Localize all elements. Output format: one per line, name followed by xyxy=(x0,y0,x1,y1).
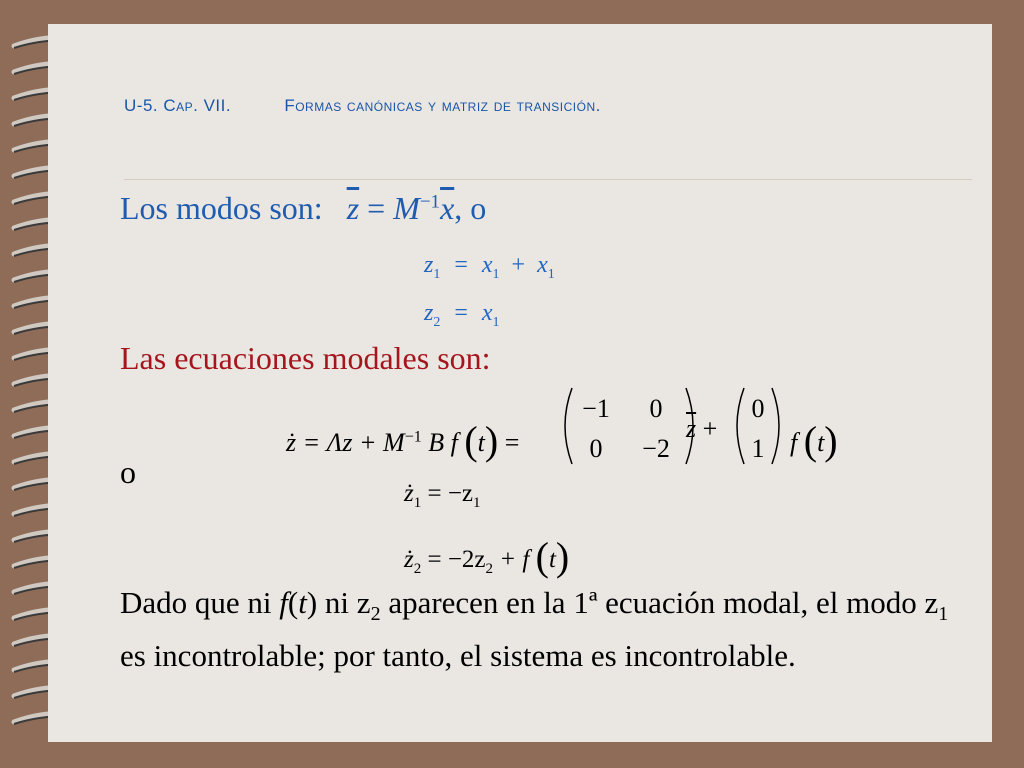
scalar2-lhs: ż xyxy=(404,546,414,573)
paren-close: ) xyxy=(484,418,499,463)
modal-f: f xyxy=(790,428,798,457)
paren-open-3: ( xyxy=(535,534,549,579)
header-title: Formas canónicas y matriz de transición. xyxy=(284,96,601,115)
modal-zbar: $\overline{z}$ xyxy=(686,414,697,443)
mode-eq-1 xyxy=(424,252,555,283)
conclusion-p4: es incontrolable; por tanto, el sistema es incontrolable. xyxy=(120,638,796,674)
scalar1-rhs: = −z xyxy=(427,480,474,507)
conclusion-t: t xyxy=(298,585,307,620)
modes-eq-tail: , o xyxy=(454,190,487,226)
header-rule xyxy=(124,179,972,180)
modal-eq-left: ż = Λz + M xyxy=(286,428,405,457)
modal-eq-t: t xyxy=(477,428,485,457)
vector-b-2: 1 xyxy=(751,434,765,463)
mode1-sub1: 1 xyxy=(492,266,500,282)
modal-ft xyxy=(790,414,838,461)
matrix-a-21: 0 xyxy=(589,434,603,463)
or-word: o xyxy=(120,454,136,490)
modes-lead: Los modos son: xyxy=(120,190,323,226)
conclusion-p1: Dado que ni xyxy=(120,585,280,620)
mode1-lhs: z xyxy=(424,252,434,278)
conclusion-f: f xyxy=(279,585,288,620)
vector-b-1: 0 xyxy=(751,394,765,423)
modes-eq-equals: = xyxy=(367,190,386,226)
mode1-plus: + xyxy=(511,252,526,278)
paren-open-2: ( xyxy=(803,418,818,463)
mode1-rhs1: x xyxy=(481,252,493,278)
scalar2-rhs: = −2z xyxy=(427,546,486,573)
mode1-sub2: 1 xyxy=(547,266,555,282)
modal-zbar-plus xyxy=(686,414,717,444)
paren-close-3: ) xyxy=(555,534,570,579)
mode1-rhs2: x xyxy=(537,252,548,278)
scalar2-tail: + f xyxy=(493,546,530,573)
conclusion-sub2: 2 xyxy=(370,603,381,626)
modal-eq-mid: B f xyxy=(428,428,458,457)
modes-eq-lhs: $\overline{z}$ xyxy=(346,190,360,226)
mode2-equals: = xyxy=(454,300,468,326)
mode1-equals: = xyxy=(454,252,468,278)
modal-plus: + xyxy=(702,414,718,443)
modes-eq-x: $\overline{x}$ xyxy=(440,190,455,226)
matrix-a-12: 0 xyxy=(649,394,663,423)
mode2-sub: 2 xyxy=(433,314,441,330)
matrix-a xyxy=(566,394,686,464)
paren-open: ( xyxy=(464,418,478,463)
slide-header xyxy=(124,96,601,116)
mode2-lhs: z xyxy=(424,300,434,326)
conclusion-p3: aparecen en la 1ª ecuación modal, el modo z xyxy=(380,585,939,620)
modal-lead: Las ecuaciones modales son: xyxy=(120,340,491,376)
matrix-a-22: −2 xyxy=(642,434,670,463)
vector-b-right-bracket xyxy=(768,386,788,466)
scalar2-sub: 2 xyxy=(413,561,422,577)
mode2-subr: 1 xyxy=(492,314,500,330)
modal-eq-equals: = xyxy=(504,428,520,457)
scalar2-t: t xyxy=(548,546,556,573)
modal-t: t xyxy=(817,428,825,457)
mode-eq-2 xyxy=(424,300,500,331)
modes-eq-inv: −1 xyxy=(419,191,441,213)
mode2-rhs: x xyxy=(481,300,493,326)
mode1-sub: 1 xyxy=(433,266,441,282)
conclusion-paragraph: Dado que ni f(t) ni $z_2$ aparecen en la 1ª ecuación modal, el modo $z_1$ es incontrolable; por tanto, el sistema es incontrolable. xyxy=(120,585,949,674)
modal-eq-inv: −1 xyxy=(404,428,422,446)
conclusion-p2: ) ni z xyxy=(306,585,371,620)
header-chapter: U-5. Cap. VII. xyxy=(124,96,232,115)
conclusion-sub1: 1 xyxy=(938,603,949,626)
modes-lead-line xyxy=(120,190,486,227)
scalar-eq-2 xyxy=(404,530,569,578)
scalar1-subr: 1 xyxy=(473,495,481,511)
scalar2-subr: 2 xyxy=(485,561,494,577)
paren-close-2: ) xyxy=(824,418,838,463)
modes-eq-M: M xyxy=(393,190,420,226)
modal-equation xyxy=(286,414,519,461)
matrix-a-11: −1 xyxy=(582,394,610,423)
scalar1-lhs: ż xyxy=(404,480,414,507)
scalar1-sub: 1 xyxy=(413,495,422,511)
scalar-eq-1 xyxy=(404,480,481,512)
